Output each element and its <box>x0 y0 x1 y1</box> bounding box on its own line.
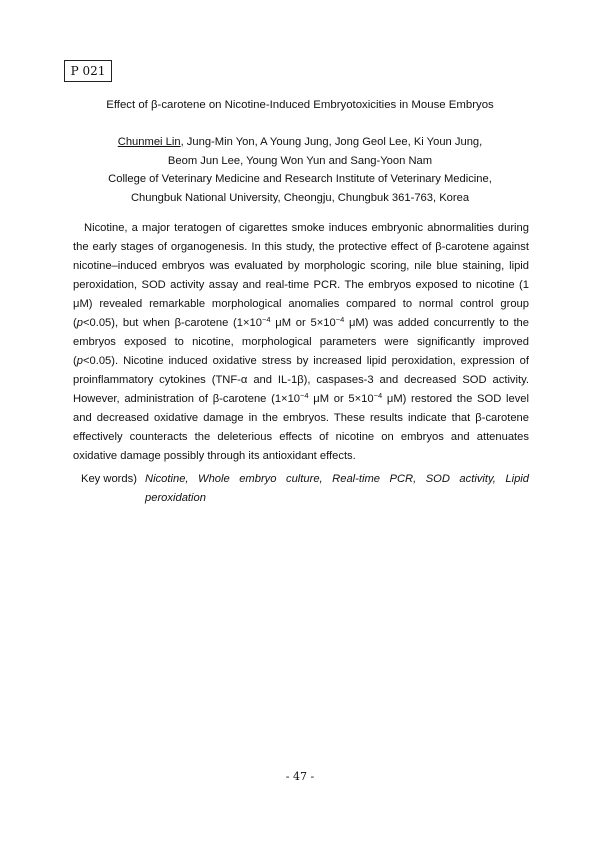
affiliation-line-1: College of Veterinary Medicine and Research Institute of Veterinary Medicine, <box>108 173 492 185</box>
abstract-text-1: Nicotine, a major teratogen of cigarettes smoke induces embryonic abnormalities during the early stages of organogenesis. In this study, the protective effect of β-carotene against nicotine–induced embryos was evaluated by morphologic scoring, nile blue staining, lipid peroxidation, SOD activity assay and real-time PCR. The embryos exposed to nicotine (1 μM) revealed remarkable morphological anomalies compared to normal control group ( <box>73 222 529 329</box>
paper-title: Effect of β-carotene on Nicotine-Induced Embryotoxicities in Mouse Embryos <box>106 99 494 111</box>
p-value-symbol: p <box>76 355 83 367</box>
exponent: −4 <box>373 391 383 400</box>
abstract-text-5: <0.05). Nicotine induced oxidative stress by increased lipid peroxidation, expression of proinflammatory cytokines (TNF-α and IL-1β), caspases-3 and decreased SOD activity. However, administration of β-carotene (1×10 <box>73 355 529 405</box>
exponent: −4 <box>261 315 271 324</box>
abstract-id-box: P 021 <box>64 60 112 82</box>
author-line-1 <box>60 133 540 152</box>
affiliation-line-2: Chungbuk National University, Cheongju, Chungbuk 361-763, Korea <box>130 191 470 204</box>
co-authors-1: , Jung-Min Yon, A Young Jung, Jong Geol Lee, Ki Youn Jung, <box>180 136 483 148</box>
exponent: −4 <box>335 315 345 324</box>
keywords-text: Nicotine, Whole embryo culture, Real-time PCR, SOD activity, Lipid peroxidation <box>145 473 529 504</box>
abstract-body <box>73 219 529 466</box>
abstract-text-6: μM or 5×10 <box>308 393 374 405</box>
p-value-symbol: p <box>76 317 83 329</box>
presenting-author: Chunmei Lin <box>117 136 181 148</box>
abstract-text-2: <0.05), but when β-carotene (1×10 <box>82 317 262 329</box>
page-number: - 47 - <box>285 770 315 783</box>
keywords-label: Key words) <box>81 473 137 485</box>
abstract-text-4: μM) was added concurrently to the embryos exposed to nicotine, morphological parameters were significantly improved ( <box>73 317 529 367</box>
abstract-text-7: μM) restored the SOD level and decreased oxidative damage in the embryos. These results indicate that β-carotene effectively counteracts the deleterious effects of nicotine on embryos and attenuates oxidative damage possibly through its antioxidant effects. <box>73 393 529 462</box>
author-line-2: Beom Jun Lee, Young Won Yun and Sang-Yoon Nam <box>167 154 433 167</box>
exponent: −4 <box>300 391 309 400</box>
abstract-text-3: μM or 5×10 <box>270 317 336 329</box>
author-block <box>60 133 540 207</box>
